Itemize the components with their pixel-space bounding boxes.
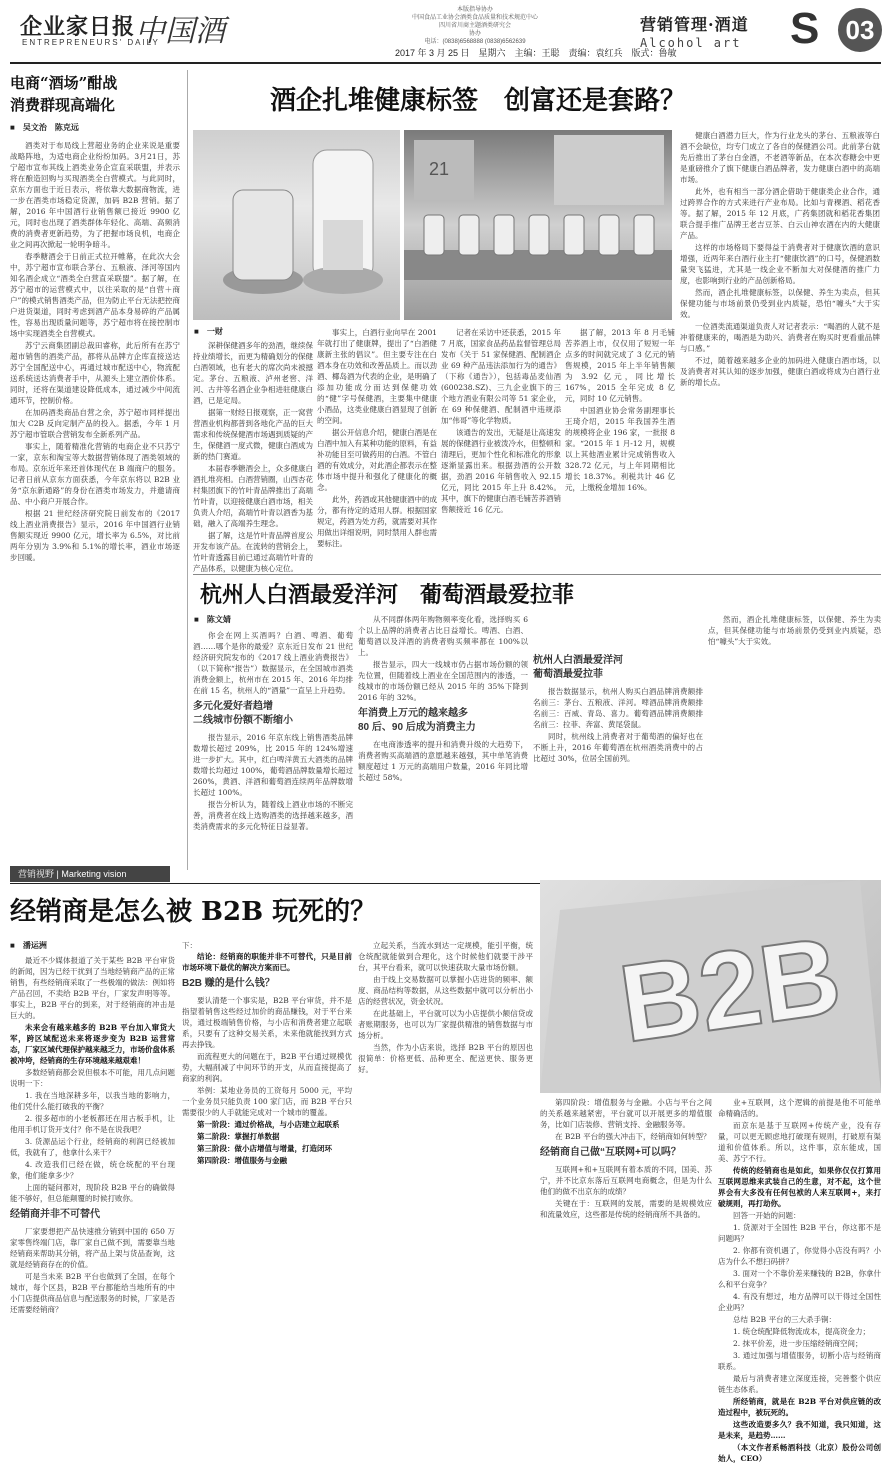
article4-subhead: 经销商自己做“互联网+可以吗？ (540, 1147, 681, 1158)
article1-byline: ■ 吴文治 陈克远 (10, 123, 79, 132)
article3-subhead: 杭州人白酒最爱洋河 葡萄酒最爱拉菲 (533, 655, 623, 680)
svg-text:21: 21 (429, 159, 450, 179)
sponsor-line: 协办 (468, 31, 481, 37)
article3-col1 (193, 630, 353, 850)
paragraph: 第二阶段：掌握打单数据 (197, 1132, 280, 1141)
paragraph: 2. 很多超市的小老板都还在用古板手机，让他用手机订货开支付？你不是在说我吧？ (10, 1114, 175, 1134)
section-english: Alcohol art (640, 36, 742, 50)
paragraph: 厂家要想把产品快速推分销到中国的 650 万家零售终端门店，靠厂家自己做不到，需要靠当地经销商来帮助其分销，将产品上架与货品查询，这就是经销商存在的价值。 (10, 1227, 175, 1269)
article4-subhead: 经销商并非不可替代 (10, 1209, 100, 1220)
paragraph: （本文作者系畅酒科技（北京）股份公司创始人，CEO） (718, 1443, 881, 1463)
paragraph: 该通告的发出，无疑是让高速发展的保健酒行业被泼冷水，但整顿和清理后，更加个性化和标准化的形象逐渐显露出来。根据劲酒的公开数据，劲酒 2016 年销售收入 92.15 亿元，同比 2015 年上升 8.42%。其中，旗下的健康白酒毛铺苦荞酒销售额接近 16 亿元。 (441, 428, 561, 514)
paragraph: 深耕保健酒多年的劲酒，继续保持业绩增长，而更为精确划分的保健白酒领域，也有老大的席次尚未被撼定。茅台、五粮液、泸州老窖、洋河、古井等名酒企业争相进驻健康白酒，已是定局。 (193, 341, 313, 405)
paragraph: 健康白酒潜力巨大，作为行业龙头的茅台、五粮液等白酒不会缺位，均专门成立了各自的保健酒公司。此前茅台就先后推出了茅台白金酒，不老酒等新品，在本次春糖会中更是重磅推介了旗下健康白酒品牌者，发力健康白酒中的高端市场。 (680, 131, 880, 184)
date-line: 2017 年 3 月 25 日 星期六 主编：王聪 责编：袁红兵 版式：鲁敏 (395, 48, 677, 58)
paragraph: 酒类对于布局线上营超业务的企业来说是重要战略阵地，为适电商企业纷纷加码。3月21日，苏宁超市宣布其线上酒类业务企宣直采联盟，并表示将在酿造回购与买现酒类全白营模式。与此同时，京东方面也于近日表示，将依靠大数据商物流，进一步在酒类市场稳定货源，加码 B2B 营销。据了解，2016 年中国酒行业销售额已接近 9900 亿元，同时也出现了酒类群体年轻化、高端、高频消费的消费者更新趋势，为了把握市场良机，电商企业之间再次掀起一轮明争暗斗。 (10, 141, 180, 249)
paragraph: 从不同群体两年购物频率变化看，选择购买 6 个以上品牌的消费者占比日益增长。啤酒、白酒、葡萄酒以及洋酒的消费者购买频率都在 100%以上。 (358, 615, 528, 657)
b2b-illustration (540, 880, 881, 1093)
article4-subhead: B2B 赚的是什么钱？ (182, 978, 275, 989)
section-divider (193, 574, 881, 575)
article1-body (10, 140, 180, 638)
paragraph: 总结 B2B 平台的三大杀手锏： (733, 1315, 837, 1324)
paragraph: 一位酒类流通渠道负责人对记者表示：“喝酒的人就不是冲着健康来的，喝酒是为助兴、消费者在购买时更看重品牌与口感。” (680, 322, 880, 353)
paragraph: 第四阶段：增值服务与金融 (197, 1156, 287, 1165)
article1-headline-line: 电商“酒场”酣战 (10, 74, 118, 92)
paragraph: 业+互联网，这个逻辑的前提是他不可能单命精确活的。 (718, 1098, 881, 1118)
wine-glass-photo (193, 130, 400, 320)
paragraph: 立起关系，当流水到达一定规模，能引平衡，统仓统配就能做到合理化，这个时候他们就要干涉平台，其平台看来，就可以快速获取大量市场份额。 (358, 941, 533, 972)
bottling-line-illustration (404, 130, 672, 320)
sponsor-block (330, 6, 620, 46)
b2b-graphic (540, 880, 881, 1093)
paragraph: 回答一开始的问题： (733, 1211, 801, 1220)
paragraph: 3. 面对一个不靠价差来赚钱的 B2B，你拿什么和平台竞争？ (718, 1269, 881, 1289)
paragraph: 1. 货源对于全国性 B2B 平台，你这都不是问题吗？ (718, 1223, 881, 1243)
paragraph: 上面的疑问都对，现阶段 B2B 平台的确做得能不够好，但总能颠覆的时候打败你。 (10, 1183, 175, 1203)
article2-col2 (317, 327, 437, 570)
paragraph: 要认清楚一个事实是，B2B 平台审货，并不是指望着销售这些经过加价的商品赚钱，对于平台来说，通过极端销售价格，与小店和消费者建立起联系，只要有了这种交易关系，未来他就能找到方式再去挣钱。 (182, 996, 352, 1049)
paragraph: 3. 货源品运个行业，经销商的利润已经被加低，我就有了，他拿什么来干？ (10, 1137, 175, 1157)
sponsor-line: 中国食品工业协会酒类食品质量和技术规范中心 (411, 15, 538, 21)
mid-label: 下： (182, 941, 197, 950)
paragraph: 4. 改造我们已经在做，统仓统配的平台现象，他们能拿多少？ (10, 1160, 175, 1180)
article2-headline: 酒企扎堆健康标签 创富还是套路？ (270, 86, 687, 116)
page-number-badge: 03 (838, 8, 882, 52)
paragraph: 在加码酒类商品自营之余，苏宁超市同样提出加大 C2B 反向定制产品的投入。据悉，今年 1 月苏宁超市管联合营销发布全新系列产品。 (10, 408, 180, 439)
paragraph: 1. 统仓统配降低物流成本，提高资金力； (733, 1327, 871, 1336)
paragraph: 此外，也有相当一部分酒企借助于健康类企业合作，通过跨界合作的方式来进行产业布局。比如与青稞酒、稻花香等。据了解，2015 年 12 月底，广药集团就和稻花香集团联合提手推广品牌王老吉豆茶、白云山神农酒在内的大健康产品。 (680, 187, 880, 240)
paragraph: 苏宁云商集团副总裁田睿称，此后所有在苏宁超市销售的酒类产品，都将从品牌方企库直接送达苏宁全国配送中心，再通过城市配送中心，物流配送系统送达消费者手中，从源头上建立酒价体系。同时，还将在渠道建设降低成本，通过减少中间流通环节，控制价格。 (10, 341, 180, 405)
masthead-english: ENTREPRENEURS' DAILY (22, 38, 160, 47)
paragraph: 根据 21 世纪经济研究院日前发布的《2017 线上酒业消费报告》显示，2016 年中国酒行业销售额实现近 9900 亿元，增长率为 6.5%，对比前两年分别为 3.9%和 5.1%的增长率，酒业市场逐步回暖。 (10, 509, 180, 562)
article2-col4 (565, 327, 675, 570)
paragraph: 你会在网上买酒吗？白酒、啤酒、葡萄酒……哪个是你的最爱？京东近日发布 21 世纪经济研究院发布的《2017 线上酒业消费报告》（以下简称“报告”）数据显示，在全国城市酒类消费金额上，杭州市在 2015 年、2016 年均排在前 15 名，杭州人的“酒量”一直呈上升趋势。 (193, 631, 353, 695)
paragraph: 本届春季糖酒会上，众多健康白酒扎堆亮相。白酒营销圈，山西杏花村集团旗下的竹叶青品牌推出了高端竹叶青，以迎接健康白酒市场，相关负责人介绍，高端竹叶青以酒香为基础，融入了高端养生理念。 (193, 464, 313, 528)
article2-col1 (193, 340, 313, 573)
article4-col2 (182, 940, 352, 1425)
article3-col3 (533, 614, 703, 850)
article4-col4 (540, 1097, 712, 1425)
paragraph: 3. 通过加强与增值服务，切断小店与经销商联系。 (718, 1351, 881, 1371)
paragraph: 春季糖酒会于日前正式拉开帷幕，在此次大会中，苏宁超市宣布联合茅台、五粮液、泽河等国内知名酒企成立“酒类全白营直采联盟”。据了解，在苏宁超市的运营模式中，以往采取的是“自营＋商户”的模式销售酒类产品，但为防止平台无法把控商户进货渠道，同时考虑到酒产品本身易碎的产品属性，容易出现质量问题等，苏宁超市将在接控制市场中实现酒类全自营模式。 (10, 252, 180, 338)
paragraph: 举例：某地业务员的工资每月 5000 元，平均一个业务员只能负责 100 家门店，而 B2B 平台只需要很少的人手就能完成对一个城市的覆盖。 (182, 1086, 352, 1117)
article3-subhead: 多元化爱好者趋增 二线城市份额不断缩小 (193, 701, 293, 726)
article4-headline: 经销商是怎么被 B2B 玩死的？ (10, 897, 377, 927)
masthead-rule (10, 62, 881, 64)
paragraph: 互联网+和+互联网有着本质的不同，国美、苏宁，并不比京东落后互联网电商概念，但是为什么他们的做不出京东的成绩？ (540, 1165, 712, 1196)
paragraph: 多数经销商都会说但根本不可能，用几点问题说明一下： (10, 1068, 175, 1088)
paragraph: 传统的经销商也是如此，如果你仅仅打算用互联网思维来武装自己的生意，对不起，这个世界会有大多没有任何包袱的人来互联网+，来打破规则，再打劫你。 (718, 1166, 881, 1208)
paragraph: 而京东是基于互联网+传统产业，没有存量，可以更无顾虑地打破现有规则，打破原有渠道和价值体系。所以，这件事，京东能成，国美、苏宁不行。 (718, 1121, 881, 1163)
paragraph: 未来会有越来越多的 B2B 平台加入窜货大军，跨区域配送未来将逐步变为 B2B 运营常态，厂家区域代理保护越来越乏力，市场价盘体系被冲垮，经销商的生存环境越来越艰难！ (10, 1023, 175, 1065)
paragraph: 然而，酒企扎堆健康标签，以保健、养生为卖点，但其保健功能与市场前景仍受到业内质疑，恐怕“噱头”大于实效。 (680, 288, 880, 319)
sponsor-line: 电话：(0838)6568888 (0838)6562639 (424, 39, 526, 45)
paragraph: 所经销商，就是在 B2B 平台对供应链的改造过程中，被玩死的。 (718, 1397, 881, 1417)
article3-headline: 杭州人白酒最爱洋河 葡萄酒最爱拉菲 (200, 582, 575, 608)
paragraph: 第一阶段：通过价格战，与小店建立起联系 (197, 1120, 340, 1129)
banner-english: Marketing vision (61, 869, 127, 879)
paragraph: 当然，作为小店来说，选择 B2B 平台的原因也很简单：价格更低、品种更全、配送更快、服务更好。 (358, 1043, 533, 1074)
paragraph: 这样的市场格局下要得益于消费者对于健康饮酒的意识增强，近两年来白酒行业主打“健康饮酒”的口号，保健酒数量突飞猛进，尤其是一线企业不断加大对保健酒的推广力度，也影响到行业的产品创新格局。 (680, 243, 880, 285)
article4-byline: ■ 潘运洲 (10, 941, 47, 950)
paragraph: 最近不少媒体报道了关于某些 B2B 平台审货的新闻，因为已经干扰到了当地经销商产品的正常销售，有些经销商采取了一些极端的做法：例如将产品召回，不卖给 B2B 平台，厂家发声明等等。事实上，B2B 平台的到来，对于经销商的冲击是巨大的。 (10, 956, 175, 1020)
banner-label: 营销视野 (18, 869, 55, 879)
paragraph: 事实上，白酒行业向早在 2001 年就打出了健康牌，提出了“白酒健康新主张的倡议”。但主要专注在白酒本身在功效和改善品质上。而以劲酒、椰岛酒为代表的企业，是明确了添加功能成分而达到保健功效的“健”字号保健酒，主要集中健康小酒品，这类业健康白酒显现了创新的空间。 (317, 328, 437, 425)
section-letter: S (790, 4, 820, 53)
b2b-text: B2B (612, 913, 848, 1066)
article3-subhead: 年消费上万元的越来越多 80 后、90 后成为消费主力 (358, 708, 476, 733)
paragraph: 这些改造要多久？我不知道，我只知道，这是未来，是趋势…… (718, 1420, 881, 1440)
paragraph: 在电商渗透率的提升和消费升级的大趋势下，消费者购买高端酒的意愿越来越强，其中单笔消费额度超过 1 万元的高端用户数量，2016 年同比增长超过 58%。 (358, 740, 528, 782)
paragraph: 关键在于：互联网的发展，需要的是规模效应和流量效应，这些都是传统的经销商所不具备的。 (540, 1199, 712, 1219)
paragraph: 第四阶段：增值服务与金融。小店与平台之间的关系越来越紧密，平台就可以开展更多的增值服务，比如门店装修、营销支持、金融服务等。 (540, 1098, 712, 1129)
paragraph: 由于线上交易数据可以掌握小店进货的频率、额度、商品结构等数据，从这些数据中就可以分析出小店的经营状况，资金状况。 (358, 975, 533, 1006)
paragraph: 可是当未来 B2B 平台也做到了全国，在每个城市，每个区县，B2B 平台都能给当地所有的中小门店提供商品信息与配送服务的时候，厂家是否还需要经销商？ (10, 1272, 175, 1314)
section-title: 营销管理·酒道 (640, 15, 749, 34)
article2-col3 (441, 327, 561, 570)
paragraph: 2. 抹平价差，进一步压缩经销商空间； (733, 1339, 863, 1348)
section-banner: 营销视野 | Marketing vision (10, 866, 170, 882)
paragraph: 而流程更大的问题在于，B2B 平台通过规模优势，大幅削减了中间环节的开支，从而直接提高了商家的利润。 (182, 1052, 352, 1083)
sponsor-line: 四川省川商主题酒类研究会 (438, 23, 511, 29)
paragraph: 1. 我在当地深耕多年，以我当地的影响力，他们凭什么能打破我的平衡？ (10, 1091, 175, 1111)
paragraph: 报告数据显示，杭州人购买白酒品牌消费额排名前三：茅台、五粮液、洋河。啤酒品牌消费额排名前三：百威、青岛、喜力。葡萄酒品牌消费额排名前三：拉菲、奔富、黄尾袋鼠。 (533, 687, 703, 729)
paragraph: 2. 你都有资机遇了，你觉得小店没有吗？小店为什么不想扫码拼？ (718, 1246, 881, 1266)
masthead-brush-logo: 中国酒 (135, 14, 225, 49)
paragraph: 据了解，2013 年 8 月毛铺苦荞酒上市，仅仅用了短短一年点多的时间就完成了 3 亿元的销售规模，2015 年上半年销售额为 3.92 亿元，同比增长 167%，2015 全年完成 8 亿元，同时 10 亿元销售。 (565, 328, 675, 403)
paragraph: 第三阶段：做小店增值与增量，打造闭环 (197, 1144, 332, 1153)
article1-headline (10, 72, 180, 116)
article3-byline: ■ 陈文婧 (194, 615, 231, 624)
paragraph: 据第一财经日报观察，正一窝营营酒业机构都普到各地化产品的巨大需求和传统保健酒市场遇到质疑的产生，保健酒一度式微，健康白酒成为新的热门赛道。 (193, 408, 313, 461)
paragraph: 报告显示，2016 年京东线上销售酒类品牌数增长超过 209%，比 2015 年的 124%增速进一步扩大。其中，红白啤洋黄五大酒类的品牌数增长均超过 100%，葡萄酒品牌数量增长超过 260%，黄酒、洋酒和葡萄酒连续两年品牌数增长超过 100%。 (193, 733, 353, 797)
paragraph: 报告显示，四大一线城市仍占据市场份额的领先位置，但随着线上酒业在全国范围内的渗透，一线城市的市场份额已经从 2015 年的 35%下降到 2016 年的 32%。 (358, 660, 528, 702)
paragraph: 事实上，随着精准化营销的电商企业不只苏宁一家，京东和淘宝等大数据营销体现了酒类领域的布局。京东近年来还首体现代在 B 端商户的服务。记者日前从京东方面获悉，今年京东将以 B2B 业务“京东新通路”的身份在酒类市场发力，并邀请商品、中小商户开展合作。 (10, 442, 180, 506)
article3-col2 (358, 614, 528, 850)
article4-col5 (718, 1097, 881, 1463)
paragraph: 4. 有没有想过，地方品牌可以干得过全国性企业吗？ (718, 1292, 881, 1312)
article2-byline: ■ 一财 (194, 327, 223, 336)
paragraph: 据了解，这是竹叶青品牌首度公开发布该产品。在流转的营销会上，竹叶青透露目前已通过高端竹叶青的产品体系，以健康为核心定位。 (193, 531, 313, 573)
paragraph: 中国酒业协会常务副理事长王琦介绍，2015 年我国养生酒的规模将企业 196 家，一批报 8 家。“2015 年 1 月-12 月，规模以上其他酒业累计完成销售收入 328.72 亿元，与上年同期相比增长 18.37%。利税共计 46 亿元，上缴税金增加 16%。 (565, 406, 675, 492)
paragraph: 然而，酒企扎堆健康标签，以保健、养生为卖点，但其保健功能与市场前景仍受到业内质疑，恐怕“噱头”大于实效。 (708, 615, 881, 646)
article2-col5 (680, 130, 880, 570)
paragraph: 据公开信息介绍，健康白酒是在白酒中加入有某种功能的原料，有益补功能目至可做药用的白酒。不管白酒的有效成分，对此酒企都表示在整体市场中提升和强化了健康化的概念。 (317, 428, 437, 492)
article1-headline-line: 消费群现高端化 (10, 96, 116, 114)
paragraph: 最后与消费者建立深度连接，完善整个供应链生态体系。 (718, 1374, 881, 1394)
paragraph: 在 B2B 平台的强大冲击下，经销商如何转型？ (555, 1132, 711, 1141)
sponsor-line: 本版指导协办 (456, 7, 493, 13)
article4-col3 (358, 940, 533, 1425)
wine-glass-illustration (193, 130, 400, 320)
paragraph: 此外，药酒或其他健康酒中的成分，都有待定的适用人群。根据国家规定，药酒为处方药，就需要对其作用做出详细说明，同时禁用人群也需要标注。 (317, 495, 437, 548)
paragraph: 报告分析认为，随着线上酒业市场的不断完善，消费者在线上选购酒类的选择越来越多，酒类消费需求的多元化特征日益显著。 (193, 800, 353, 831)
paragraph: 在此基础上，平台就可以为小店提供小额信贷或者账期服务，也可以为厂家提供精准的销售数据与市场分析。 (358, 1009, 533, 1040)
masthead-name: 企业家日报 (20, 14, 136, 40)
article3-col4 (708, 614, 881, 850)
paragraph: 结论：经销商的职能并非不可替代，只是目前市场环境下最优的解决方案而已。 (182, 952, 352, 972)
column-divider (187, 70, 188, 870)
article4-col1 (10, 955, 175, 1425)
paragraph: 不过，随着越来越多企业的加码进入健康白酒市场，以及消费者对其认知的逐步加强，健康白酒或将成为白酒行业新的增长点。 (680, 356, 880, 387)
bottling-line-photo (404, 130, 672, 320)
paragraph: 同时，杭州线上消费者对于葡萄酒的偏好也在不断上升，2016 年葡萄酒在杭州酒类消费中的占比超过 30%，位居全国前列。 (533, 732, 703, 763)
paragraph: 记者在采访中还获悉，2015 年 7 月底，国家食品药品监督管理总局发布《关于 51 家保健酒、配制酒企业 69 种产品违法添加行为的通告》（下称《通告》），包括毒品麦仙酒 (600238.SZ)、三九企业旗下的三个地方酒业有限公司等 51 家企业，在 69 种保健酒、配制酒中违规添加“伟哥”等化学物质。 (441, 328, 561, 425)
